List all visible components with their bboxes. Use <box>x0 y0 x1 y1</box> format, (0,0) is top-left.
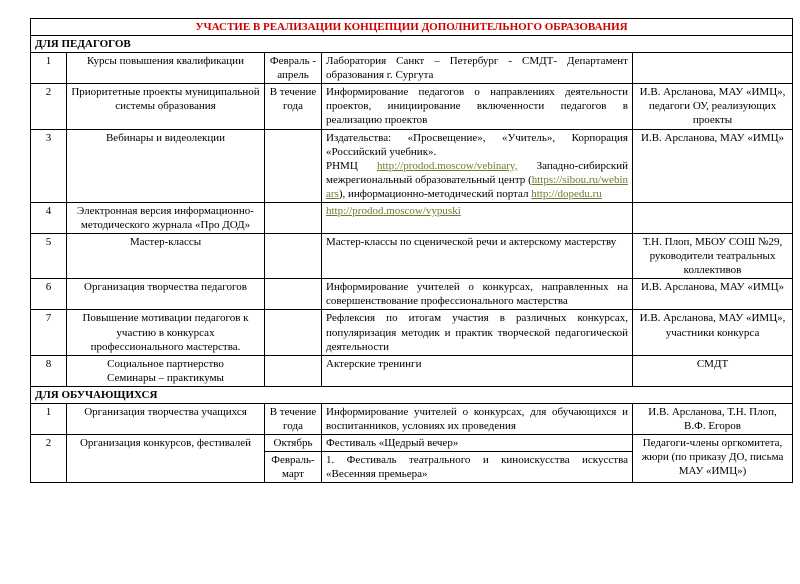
row-number: 2 <box>31 84 67 129</box>
vypuski-link[interactable]: http://prodod.moscow/vypuski <box>326 204 461 217</box>
responsible-cell <box>633 202 793 233</box>
table-row <box>31 84 793 129</box>
activity-cell: Организация творчества педагогов <box>67 279 265 310</box>
section-header-students: ДЛЯ ОБУЧАЮЩИХСЯ <box>31 386 793 403</box>
section-header-pedagogues: ДЛЯ ПЕДАГОГОВ <box>31 36 793 53</box>
table-row <box>31 202 793 233</box>
responsible-cell: И.В. Арсланова, МАУ «ИМЦ», педагоги ОУ, реализующих проекты <box>633 84 793 129</box>
activity-cell: Курсы повышения квалификации <box>67 53 265 84</box>
vebinary-link[interactable]: http://prodod.moscow/vebinary, <box>376 159 518 172</box>
activity-line: Социальное партнерство <box>107 357 224 370</box>
row-number: 2 <box>31 435 67 483</box>
activity-line: Семинары – практикумы <box>107 371 224 384</box>
table-row <box>31 435 793 452</box>
document-page <box>0 18 800 584</box>
description-cell: Информирование учителей о конкурсах, направленных на совершенствование профессионального мастерства <box>322 279 633 310</box>
description-cell: Информирование учителей о конкурсах, для обучающихся и воспитанников, условиях их проведения <box>322 403 633 434</box>
table-row <box>31 355 793 386</box>
activity-cell: Организация творчества учащихся <box>67 403 265 434</box>
responsible-cell <box>633 53 793 84</box>
timing-cell <box>265 355 322 386</box>
timing-cell: В течение года <box>265 84 322 129</box>
timing-cell: В течение года <box>265 403 322 434</box>
activity-cell: Мастер-классы <box>67 234 265 279</box>
row-number: 1 <box>31 53 67 84</box>
responsible-cell: И.В. Арсланова, МАУ «ИМЦ» <box>633 129 793 202</box>
description-cell <box>322 129 633 202</box>
responsible-cell: Т.Н. Плоп, МБОУ СОШ №29, руководители театральных коллективов <box>633 234 793 279</box>
row-number: 3 <box>31 129 67 202</box>
activity-cell: Повышение мотивации педагогов к участию в конкурсах профессионального мастерства. <box>67 310 265 355</box>
document-title: УЧАСТИЕ В РЕАЛИЗАЦИИ КОНЦЕПЦИИ ДОПОЛНИТЕЛЬНОГО ОБРАЗОВАНИЯ <box>31 19 793 36</box>
activity-cell: Организация конкурсов, фестивалей <box>67 435 265 483</box>
row-number: 5 <box>31 234 67 279</box>
description-cell: Актерские тренинги <box>322 355 633 386</box>
section-header-row <box>31 386 793 403</box>
responsible-cell: И.В. Арсланова, МАУ «ИМЦ» <box>633 279 793 310</box>
timing-cell <box>265 129 322 202</box>
description-cell: Мастер-классы по сценической речи и актерскому мастерству <box>322 234 633 279</box>
description-text: ), информационно-методический портал <box>338 187 532 200</box>
timing-cell <box>265 202 322 233</box>
row-number: 4 <box>31 202 67 233</box>
row-number: 7 <box>31 310 67 355</box>
table-row <box>31 129 793 202</box>
responsible-cell: И.В. Арсланова, Т.Н. Плоп, В.Ф. Егоров <box>633 403 793 434</box>
responsible-cell: И.В. Арсланова, МАУ «ИМЦ», участники конкурса <box>633 310 793 355</box>
description-cell: Рефлексия по итогам участия в различных конкурсах, популяризация методик и практик творческой педагогической деятельности <box>322 310 633 355</box>
dopedu-link[interactable]: http://dopedu.ru <box>531 187 602 200</box>
description-cell: 1. Фестиваль театрального и киноискусства искусства «Весенняя премьера» <box>322 452 633 483</box>
timing-cell: Февраль-март <box>265 452 322 483</box>
table-row <box>31 310 793 355</box>
responsible-cell: СМДТ <box>633 355 793 386</box>
description-cell <box>322 202 633 233</box>
timing-cell <box>265 279 322 310</box>
description-cell: Информирование педагогов о направлениях деятельности проектов, инициирование включенности педагогов в реализацию проектов <box>322 84 633 129</box>
description-cell: Фестиваль «Щедрый вечер» <box>322 435 633 452</box>
activity-cell: Электронная версия информационно-методического журнала «Про ДОД» <box>67 202 265 233</box>
description-text: Издательства: «Просвещение», «Учитель», Корпорация «Российский учебник». <box>326 131 628 158</box>
description-text: РНМЦ <box>326 159 377 172</box>
table-row <box>31 234 793 279</box>
row-number: 6 <box>31 279 67 310</box>
title-row <box>31 19 793 36</box>
responsible-cell: Педагоги-члены оргкомитета, жюри (по приказу ДО, письма МАУ «ИМЦ») <box>633 435 793 483</box>
table-row <box>31 403 793 434</box>
timing-cell: Октябрь <box>265 435 322 452</box>
activity-cell <box>67 355 265 386</box>
main-table <box>30 18 793 483</box>
table-row <box>31 279 793 310</box>
section-header-row <box>31 36 793 53</box>
timing-cell: Февраль - апрель <box>265 53 322 84</box>
description-text: Западно-сибирский межрегиональный образовательный центр ( <box>326 159 628 186</box>
description-cell: Лаборатория Санкт – Петербург - СМДТ- Департамент образования г. Сургута <box>322 53 633 84</box>
activity-cell: Вебинары и видеолекции <box>67 129 265 202</box>
table-row <box>31 53 793 84</box>
row-number: 8 <box>31 355 67 386</box>
sibou-webinars-link[interactable]: https://sibou.ru/webinars <box>326 173 628 200</box>
row-number: 1 <box>31 403 67 434</box>
timing-cell <box>265 234 322 279</box>
activity-cell: Приоритетные проекты муниципальной системы образования <box>67 84 265 129</box>
timing-cell <box>265 310 322 355</box>
